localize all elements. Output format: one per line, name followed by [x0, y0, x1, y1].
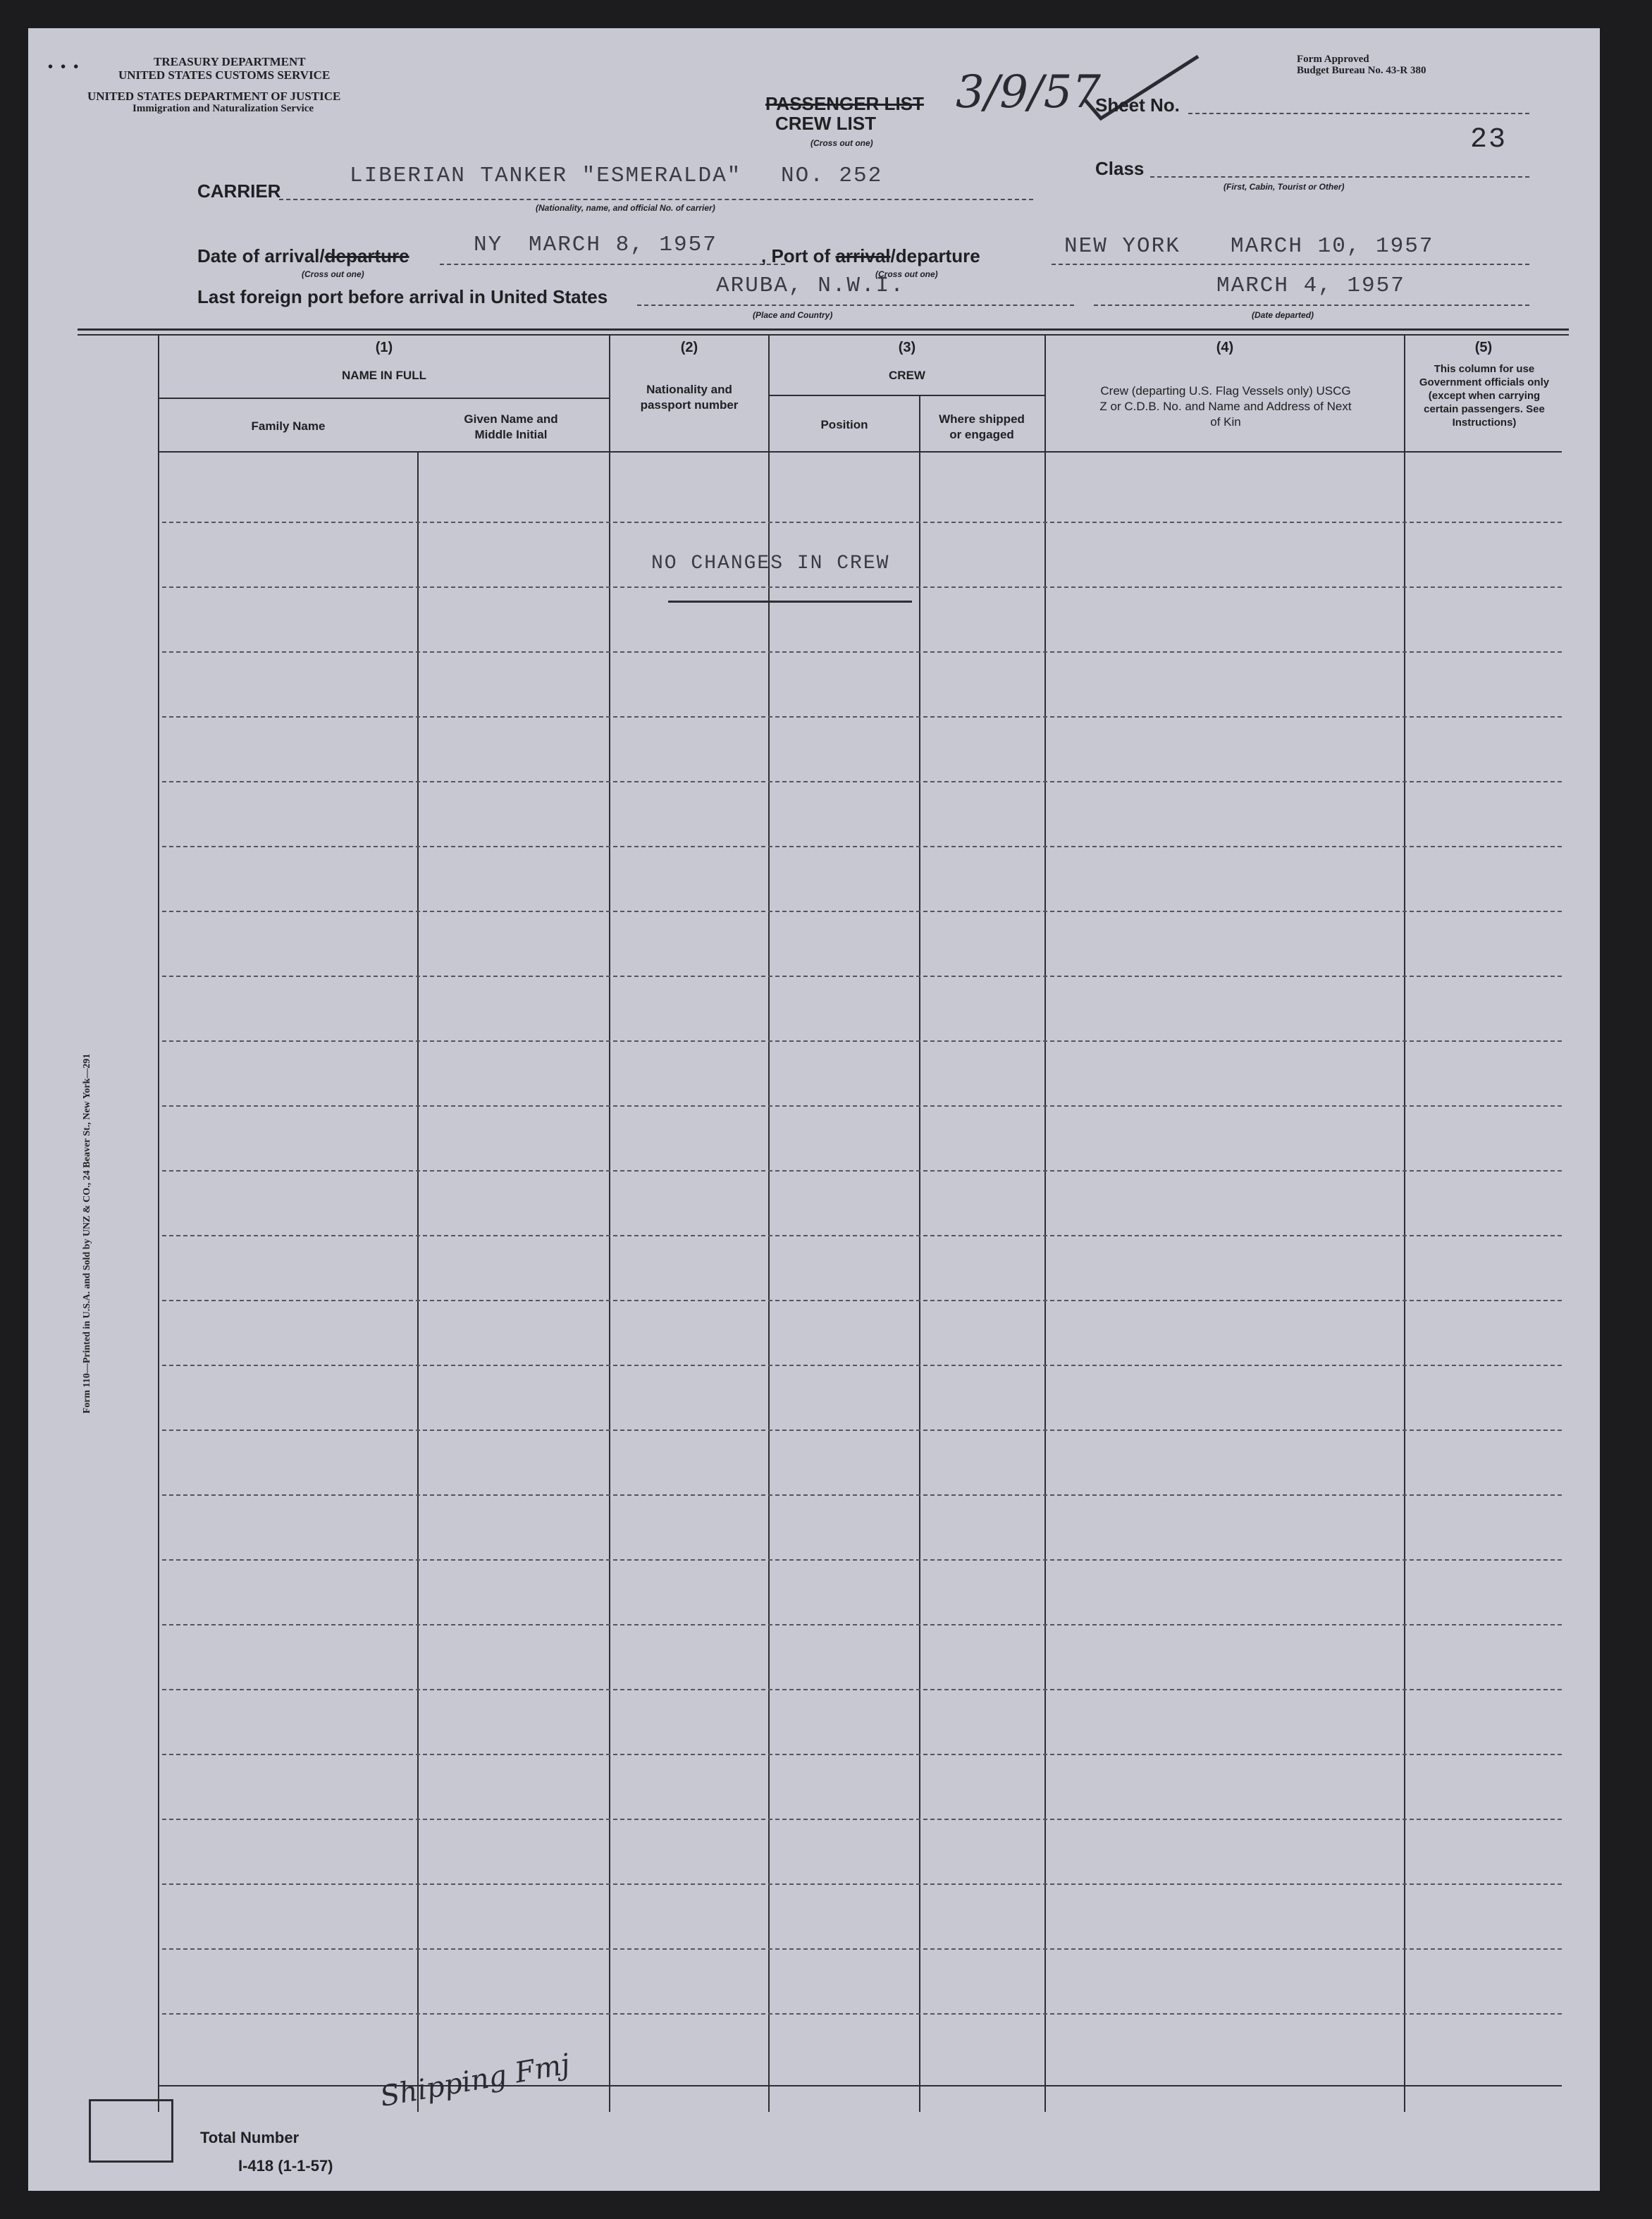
col-divider-6 [1404, 336, 1405, 2112]
row-line [162, 1494, 1562, 1496]
class-line [1150, 176, 1529, 178]
col2-title: Nationality and passport number [640, 383, 739, 412]
last-port-value: ARUBA, N.W.I. [716, 273, 905, 298]
header-sub-rule-3 [770, 395, 1044, 396]
row-line [162, 1948, 1562, 1950]
carrier-note: (Nationality, name, and official No. of carrier) [536, 203, 715, 213]
col1-number: (1) [375, 340, 393, 355]
row-line [162, 781, 1562, 782]
no-changes-note: NO CHANGES IN CREW [651, 553, 890, 574]
no-changes-underline [668, 601, 912, 603]
row-line [162, 1559, 1562, 1561]
carrier-label: CARRIER [197, 180, 281, 202]
col1b-title: Given Name and Middle Initial [464, 412, 558, 441]
col5-title: This column for use Government officials only (except when carrying certain passengers. See Instructions) [1419, 363, 1550, 429]
row-line [162, 1105, 1562, 1107]
total-number-label: Total Number [200, 2129, 300, 2146]
row-line [162, 716, 1562, 718]
col5-number: (5) [1474, 340, 1493, 355]
port-label-b: arrival [835, 245, 891, 266]
row-line [162, 1170, 1562, 1172]
corner-dots: • • • [48, 59, 79, 75]
port-label [761, 245, 980, 267]
sheet-label: Sheet No. [1095, 94, 1180, 116]
carrier-line [279, 199, 1033, 200]
header-bottom-rule [159, 451, 1562, 453]
carrier-number: NO. 252 [781, 164, 883, 188]
arrival-note: (Cross out one) [302, 269, 364, 279]
class-label: Class [1095, 158, 1145, 179]
col4-number: (4) [1216, 340, 1234, 355]
col-divider-2 [609, 336, 610, 2112]
last-port-place-note: (Place and Country) [753, 310, 833, 320]
row-line [162, 1819, 1562, 1820]
carrier-value: LIBERIAN TANKER "ESMERALDA" [350, 164, 742, 188]
form-page [28, 28, 1600, 2191]
table-top-rule-2 [78, 334, 1569, 336]
sheet-number: 23 [1470, 124, 1508, 156]
agency-line-4: Immigration and Naturalization Service [132, 103, 314, 114]
arrival-label [197, 245, 409, 267]
arrival-port-code: NY [474, 233, 503, 257]
row-line [162, 1689, 1562, 1690]
port-note: (Cross out one) [875, 269, 938, 279]
class-note: (First, Cabin, Tourist or Other) [1223, 182, 1345, 192]
arrival-line [440, 264, 785, 265]
col4-title: Crew (departing U.S. Flag Vessels only) USCG Z or C.D.B. No. and Name and Address of Next of Kin [1099, 384, 1352, 429]
last-port-date: MARCH 4, 1957 [1216, 273, 1405, 298]
last-port-date-line [1094, 305, 1529, 306]
last-port-label: Last foreign port before arrival in United States [197, 286, 608, 307]
row-line [162, 1624, 1562, 1625]
row-line [162, 1754, 1562, 1755]
form-approved: Form Approved [1297, 54, 1369, 65]
col3-title: CREW [889, 369, 925, 382]
col3a-title: Position [820, 418, 868, 431]
col-divider-1 [417, 451, 419, 2112]
col-divider-5 [1044, 336, 1046, 2112]
table-top-rule-1 [78, 328, 1569, 331]
row-line [162, 1883, 1562, 1885]
row-line [162, 1365, 1562, 1366]
last-port-date-note: (Date departed) [1252, 310, 1314, 320]
sheet-line [1188, 113, 1529, 114]
row-line [162, 1235, 1562, 1236]
crew-list-label: CREW LIST [775, 113, 876, 134]
row-line [162, 976, 1562, 977]
row-line [162, 911, 1562, 912]
col1a-title: Family Name [251, 419, 326, 433]
last-port-line [637, 305, 1074, 306]
handwritten-date: 3/9/57 [956, 66, 1101, 118]
row-line [162, 651, 1562, 653]
col-divider-0 [158, 336, 159, 2112]
port-value: NEW YORK [1064, 234, 1181, 259]
row-line [162, 586, 1562, 588]
agency-line-2: UNITED STATES CUSTOMS SERVICE [118, 68, 331, 82]
budget-bureau: Budget Bureau No. 43-R 380 [1297, 65, 1426, 76]
arrival-label-a: Date of arrival/ [197, 245, 325, 266]
col3-number: (3) [898, 340, 916, 355]
row-line [162, 1040, 1562, 1042]
header-sub-rule-1 [159, 398, 609, 399]
port-line [1052, 264, 1529, 265]
row-line [162, 1430, 1562, 1431]
row-line [162, 522, 1562, 523]
port-label-a: , Port of [761, 245, 831, 266]
table-bottom-rule [159, 2085, 1562, 2086]
passenger-list-label: PASSENGER LIST [765, 93, 924, 114]
side-print: Form 110—Printed in U.S.A. and Sold by UNZ & CO., 24 Beaver St., New York—291 [82, 1053, 92, 1414]
port-date: MARCH 10, 1957 [1231, 234, 1434, 259]
arrival-label-b: departure [324, 245, 409, 266]
col1-title: NAME IN FULL [342, 369, 426, 382]
arrival-date: MARCH 8, 1957 [529, 233, 717, 257]
port-label-c: /departure [890, 245, 980, 266]
col2-number: (2) [680, 340, 698, 355]
col3b-title: Where shipped or engaged [939, 412, 1025, 441]
row-line [162, 846, 1562, 847]
total-number-box[interactable] [89, 2099, 173, 2163]
list-type-note: (Cross out one) [810, 138, 873, 148]
row-line [162, 1300, 1562, 1301]
row-line [162, 2013, 1562, 2015]
form-id: I-418 (1-1-57) [238, 2157, 333, 2175]
agency-line-1: TREASURY DEPARTMENT [154, 55, 306, 68]
handwritten-footer-note: Shipping Fmj [378, 2048, 573, 2113]
agency-line-3: UNITED STATES DEPARTMENT OF JUSTICE [87, 90, 341, 103]
